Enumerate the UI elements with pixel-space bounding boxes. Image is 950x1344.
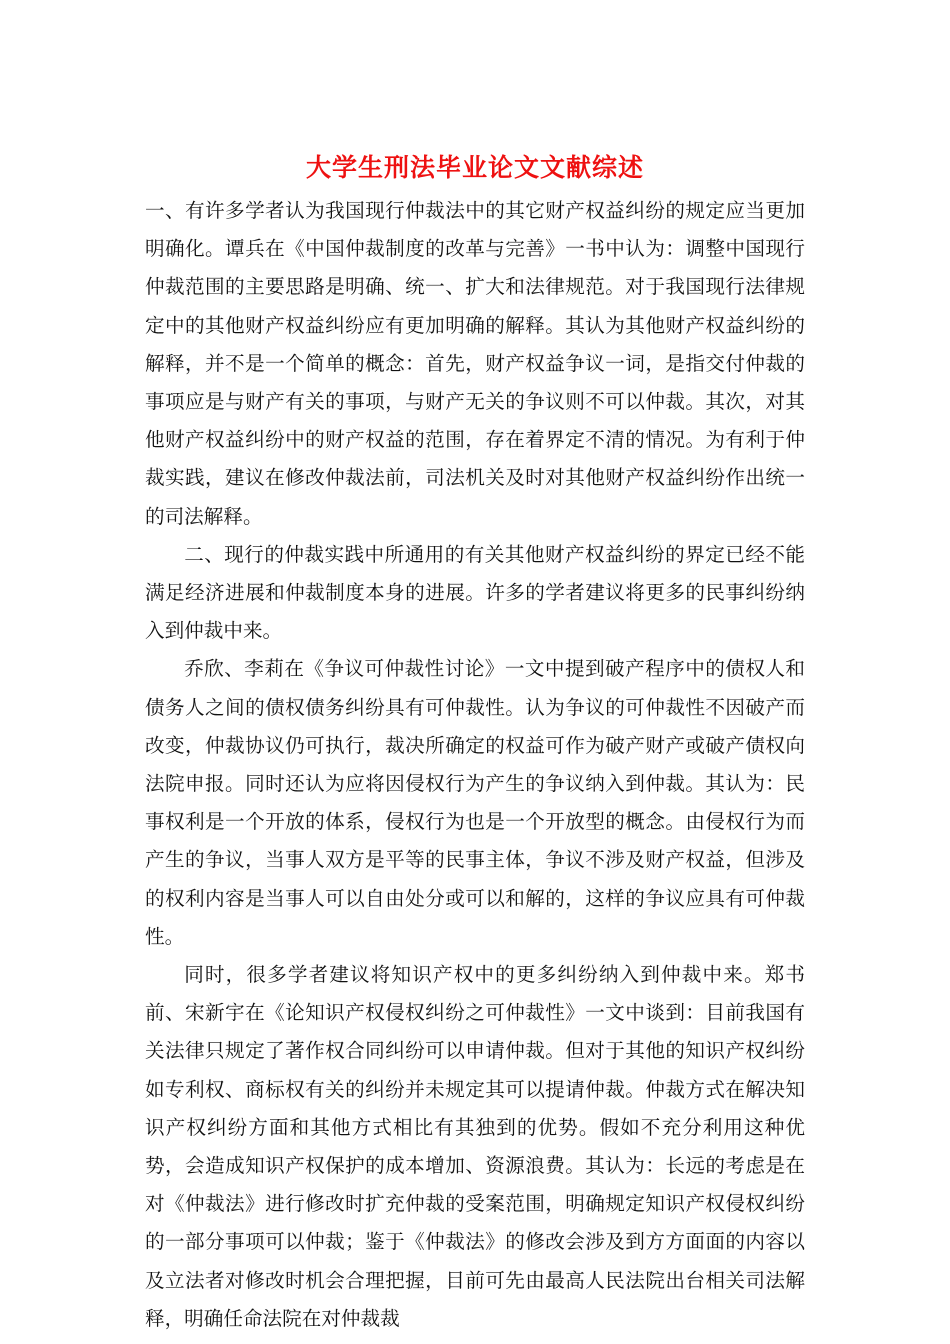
paragraph-1: 一、有许多学者认为我国现行仲裁法中的其它财产权益纠纷的规定应当更加明确化。谭兵在《中国仲裁制度的改革与完善》一书中认为：调整中国现行仲裁范围的主要思路是明确、统一、扩大和法律规范。对于我国现行法律规定中的其他财产权益纠纷应有更加明确的解释。其认为其他财产权益纠纷的解释，并不是一个简单的概念：首先，财产权益争议一词，是指交付仲裁的事项应是与财产有关的事项，与财产无关的争议则不可以仲裁。其次，对其他财产权益纠纷中的财产权益的范围，存在着界定不清的情况。为有利于仲裁实践，建议在修改仲裁法前，司法机关及时对其他财产权益纠纷作出统一的司法解释。 — [145, 199, 805, 528]
document-body — [145, 192, 805, 1338]
paragraph-3: 乔欣、李莉在《争议可仲裁性讨论》一文中提到破产程序中的债权人和债务人之间的债权债务纠纷具有可仲裁性。认为争议的可仲裁性不因破产而改变，仲裁协议仍可执行，裁决所确定的权益可作为破产财产或破产债权向法院申报。同时还认为应将因侵权行为产生的争议纳入到仲裁。其认为：民事权利是一个开放的体系，侵权行为也是一个开放型的概念。由侵权行为而产生的争议，当事人双方是平等的民事主体，争议不涉及财产权益，但涉及的权利内容是当事人可以自由处分或可以和解的，这样的争议应具有可仲裁性。 — [145, 657, 805, 948]
document-title: 大学生刑法毕业论文文献综述 — [305, 153, 644, 182]
paragraph-4: 同时，很多学者建议将知识产权中的更多纠纷纳入到仲裁中来。郑书前、宋新宇在《论知识产权侵权纠纷之可仲裁性》一文中谈到：目前我国有关法律只规定了著作权合同纠纷可以申请仲裁。但对于其他的知识产权纠纷如专利权、商标权有关的纠纷并未规定其可以提请仲裁。仲裁方式在解决知识产权纠纷方面和其他方式相比有其独到的优势。假如不充分利用这种优势，会造成知识产权保护的成本增加、资源浪费。其认为：长远的考虑是在对《仲裁法》进行修改时扩充仲裁的受案范围，明确规定知识产权侵权纠纷的一部分事项可以仲裁；鉴于《仲裁法》的修改会涉及到方方面面的内容以及立法者对修改时机会合理把握，目前可先由最高人民法院出台相关司法解释，明确任命法院在对仲裁裁 — [145, 963, 805, 1330]
paragraph-2: 二、现行的仲裁实践中所通用的有关其他财产权益纠纷的界定已经不能满足经济进展和仲裁制度本身的进展。许多的学者建议将更多的民事纠纷纳入到仲裁中来。 — [145, 542, 805, 643]
